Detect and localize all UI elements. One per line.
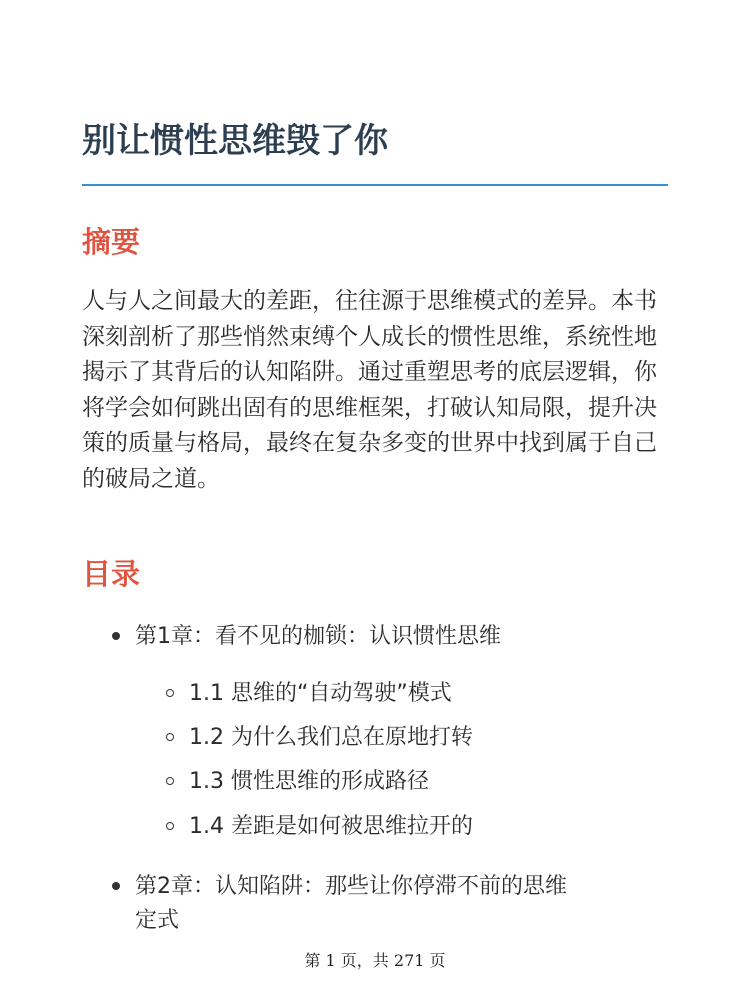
abstract-text: 人与人之间最大的差距，往往源于思维模式的差异。本书深刻剖析了那些悄然束缚个人成长的惯性思维，系统性地揭示了其背后的认知陷阱。通过重塑思考的底层逻辑，你将学会如何跳出固有的思维框架，打破认知局限，提升决策的质量与格局，最终在复杂多变的世界中找到属于自己的破局之道。 xyxy=(82,288,657,492)
bullet-circle-icon xyxy=(166,689,174,697)
toc-chapter-1[interactable]: 第1章：看不见的枷锁：认识惯性思维 xyxy=(135,624,501,649)
bullet-dot-icon xyxy=(112,882,120,890)
toc-section-1-1[interactable]: 1.1 思维的“自动驾驶”模式 xyxy=(189,681,452,706)
toc-chapter-2-line-1[interactable]: 第2章：认知陷阱：那些让你停滞不前的思维 xyxy=(135,874,567,899)
bullet-circle-icon xyxy=(166,822,174,830)
toc-heading: 目录 xyxy=(82,557,141,591)
bullet-circle-icon xyxy=(166,733,174,741)
bullet-dot-icon xyxy=(112,632,120,640)
title-divider xyxy=(82,184,668,186)
page-footer: 第 1 页，共 271 页 xyxy=(304,951,446,970)
document-title: 别让惯性思维毁了你 xyxy=(82,121,388,161)
toc-chapter-2-line-2[interactable]: 定式 xyxy=(135,908,180,933)
bullet-circle-icon xyxy=(166,777,174,785)
toc-section-1-2[interactable]: 1.2 为什么我们总在原地打转 xyxy=(189,725,473,750)
summary-heading: 摘要 xyxy=(82,225,141,259)
toc-section-1-3[interactable]: 1.3 惯性思维的形成路径 xyxy=(189,769,429,794)
toc-section-1-4[interactable]: 1.4 差距是如何被思维拉开的 xyxy=(189,814,473,839)
